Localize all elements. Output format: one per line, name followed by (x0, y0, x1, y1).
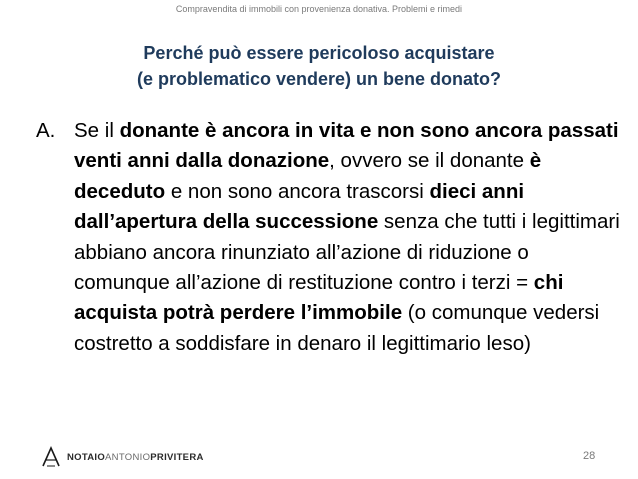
slide-title-line-1: Perché può essere pericoloso acquistare (143, 43, 495, 63)
slide-body (36, 116, 620, 359)
text-segment: e non sono ancora trascorsi (165, 179, 430, 203)
logo-word-3: PRIVITERA (150, 451, 204, 463)
slide-title-line-2: (e problematico vendere) un bene donato? (136, 69, 502, 89)
logo-a-mark-icon (41, 446, 61, 468)
list-item-text (74, 116, 620, 359)
emphasis-ten-years: dieci anni dall’apertura della successione (74, 179, 525, 234)
page-number: 28 (583, 450, 596, 462)
logo-word-2: ANTONIO (105, 451, 151, 463)
list-marker: A. (36, 119, 56, 142)
emphasis-donor-alive: donante è ancora in vita e non sono ancora passati venti anni dalla donazione (74, 119, 619, 173)
list-item-a (36, 116, 620, 359)
logo-word-1: NOTAIO (67, 451, 106, 463)
firm-logo (41, 446, 204, 468)
text-segment: senza che tutti i legittimari abbiano ancora rinunziato all’azione di riduzione o comunque all’azione di restituzione contro i terzi = (74, 210, 620, 295)
logo-wordmark (67, 452, 204, 463)
slide-title (0, 40, 638, 92)
text-segment: (o comunque vedersi costretto a soddisfare in denaro il legittimario leso) (74, 301, 600, 355)
text-segment: Se il (74, 119, 120, 142)
emphasis-buyer-risk: chi acquista potrà perdere l’immobile (74, 271, 564, 325)
text-segment: , ovvero se il donante (329, 149, 530, 173)
emphasis-deceased: è deceduto (74, 149, 542, 203)
slide-header: Compravendita di immobili con provenienza donativa. Problemi e rimedi (175, 4, 463, 14)
